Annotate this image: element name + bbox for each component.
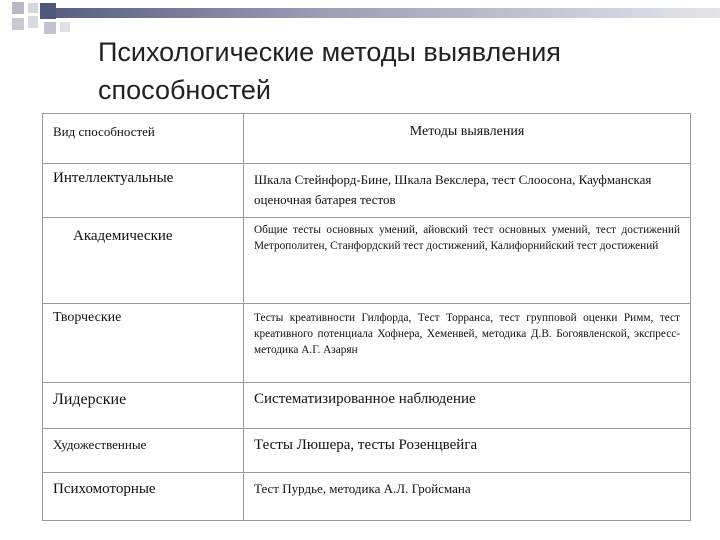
table-row bbox=[43, 218, 691, 304]
table-row bbox=[43, 304, 691, 383]
header-gradient-bar bbox=[54, 8, 720, 18]
table-row bbox=[43, 473, 691, 521]
table-row bbox=[43, 164, 691, 218]
row-kind: Лидерские bbox=[43, 383, 244, 429]
slide-title: Психологические методы выявления способностей bbox=[98, 37, 561, 105]
decor-square bbox=[28, 16, 38, 28]
row-methods: Тест Пурдье, методика А.Л. Гройсмана bbox=[244, 473, 691, 521]
decor-square bbox=[44, 22, 56, 34]
row-kind: Психомоторные bbox=[43, 473, 244, 521]
decor-square bbox=[60, 22, 70, 32]
decor-square bbox=[40, 3, 56, 19]
decor-square bbox=[12, 2, 24, 14]
row-methods: Шкала Стейнфорд-Бине, Шкала Векслера, тест Слоосона, Кауфманская оценочная батарея тестов bbox=[244, 164, 691, 218]
row-kind: Творческие bbox=[43, 304, 244, 383]
row-kind: Интеллектуальные bbox=[43, 164, 244, 218]
decor-square bbox=[12, 18, 24, 30]
row-methods: Систематизированное наблюдение bbox=[244, 383, 691, 429]
header-methods: Методы выявления bbox=[244, 114, 691, 164]
row-methods: Тесты Люшера, тесты Розенцвейга bbox=[244, 429, 691, 473]
row-methods: Общие тесты основных умений, айовский тест основных умений, тест достижений Метрополитен, Станфордский тест достижений, Калифорнийский тест достижений bbox=[244, 218, 691, 304]
header-kind: Вид способностей bbox=[43, 114, 244, 164]
table-row bbox=[43, 429, 691, 473]
table-header-row bbox=[43, 114, 691, 164]
table-row bbox=[43, 383, 691, 429]
methods-table bbox=[42, 113, 691, 521]
decor-square bbox=[28, 3, 38, 13]
row-kind: Художественные bbox=[43, 429, 244, 473]
row-methods: Тесты креативности Гилфорда, Тест Торранса, тест групповой оценки Римм, тест креативного потенциала Хофнера, Хеменвей, методика Д.В. Богоявленской, экспресс-методика А.Г. Азарян bbox=[244, 304, 691, 383]
row-kind: Академические bbox=[43, 218, 244, 304]
